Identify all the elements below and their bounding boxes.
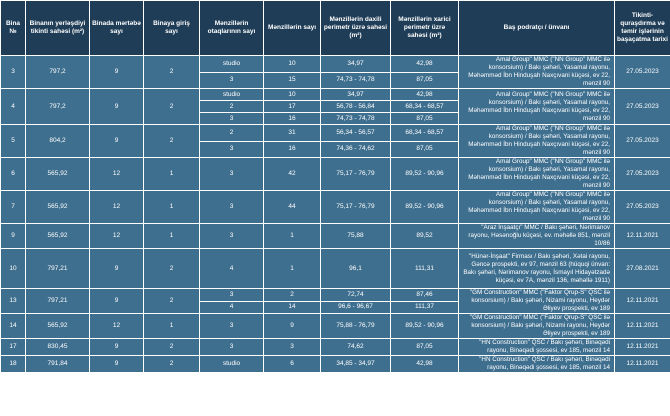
header-cell: Binanın yerləşdiyi tikinti sahəsi (m²) — [26, 1, 90, 56]
entrance-count: 1 — [144, 224, 200, 249]
completion-date: 27.05.2023 — [615, 56, 670, 89]
completion-date: 12.11.2021 — [615, 339, 670, 356]
outer-area: 42,98 — [391, 56, 459, 73]
apartment-count: 16 — [264, 113, 321, 125]
entrance-count: 2 — [144, 289, 200, 314]
header-cell: Binaya giriş sayı — [144, 1, 200, 56]
floor-count: 12 — [90, 314, 144, 339]
header-cell: Tikinti-quraşdırma və təmir işlərinin başaçatma tarixi — [615, 1, 670, 56]
completion-date: 27.05.2023 — [615, 125, 670, 158]
outer-area: 111,31 — [391, 249, 459, 289]
table-row — [1, 158, 670, 191]
table-row — [1, 339, 670, 356]
inner-area: 75,17 - 76,79 — [321, 158, 391, 191]
outer-area: 87,05 — [391, 339, 459, 356]
inner-area: 56,34 - 56,57 — [321, 125, 391, 142]
floor-count: 9 — [90, 249, 144, 289]
inner-area: 34,85 - 34,97 — [321, 356, 391, 373]
floor-count: 9 — [90, 125, 144, 158]
table-row — [1, 224, 670, 249]
contractor: Amal Group" MMC ("NN Group" MMC ilə konsorsium) / Bakı şəhəri, Yasamal rayonu, Məhəmməd İbn Hinduşah Naxçıvani küçəsi, ev 22, mənzil 90 — [459, 89, 615, 125]
outer-area: 87,05 — [391, 141, 459, 158]
contractor: Amal Group" MMC ("NN Group" MMC ilə konsorsium) / Bakı şəhəri, Yasamal rayonu, Məhəmməd İbn Hinduşah Naxçıvani küçəsi, ev 22, mənzil 90 — [459, 191, 615, 224]
room-count: 3 — [200, 224, 264, 249]
floor-count: 12 — [90, 191, 144, 224]
room-count: 3 — [200, 158, 264, 191]
building-number: 10 — [1, 249, 26, 289]
site-area: 565,92 — [26, 224, 90, 249]
inner-area: 96,1 — [321, 249, 391, 289]
table-row — [1, 249, 670, 289]
table-row — [1, 191, 670, 224]
building-number: 7 — [1, 191, 26, 224]
floor-count: 9 — [90, 89, 144, 125]
site-area: 565,92 — [26, 191, 90, 224]
entrance-count: 1 — [144, 191, 200, 224]
apartment-count: 10 — [264, 56, 321, 73]
inner-area: 34,97 — [321, 89, 391, 101]
apartment-count: 10 — [264, 89, 321, 101]
building-number: 18 — [1, 356, 26, 373]
outer-area: 68,34 - 68,57 — [391, 101, 459, 113]
site-area: 565,92 — [26, 158, 90, 191]
outer-area: 87,05 — [391, 113, 459, 125]
room-count: 3 — [200, 289, 264, 302]
entrance-count: 1 — [144, 158, 200, 191]
entrance-count: 2 — [144, 125, 200, 158]
header-cell: Binada mərtəbə sayı — [90, 1, 144, 56]
building-number: 17 — [1, 339, 26, 356]
floor-count: 12 — [90, 158, 144, 191]
building-number: 5 — [1, 125, 26, 158]
table-row — [1, 89, 670, 101]
apartment-count: 16 — [264, 141, 321, 158]
room-count: 2 — [200, 101, 264, 113]
table-row — [1, 125, 670, 142]
outer-area: 42,98 — [391, 89, 459, 101]
inner-area: 74,73 - 74,78 — [321, 72, 391, 89]
inner-area: 96,6 - 96,67 — [321, 301, 391, 314]
floor-count: 9 — [90, 356, 144, 373]
room-count: 2 — [200, 125, 264, 142]
building-number: 13 — [1, 289, 26, 314]
table-row — [1, 56, 670, 73]
contractor: "Araz İnşaatçı" MMC / Bakı şəhəri, Nərimanov rayonu, Həsənoğlu küçəsi, ev. məhəllə 851, mənzil 10/86 — [459, 224, 615, 249]
completion-date: 27.08.2021 — [615, 249, 670, 289]
room-count: 3 — [200, 72, 264, 89]
table-row — [1, 289, 670, 302]
outer-area: 68,34 - 68,57 — [391, 125, 459, 142]
contractor: "GM Construction" MMC ("Faktor Qrup-S" QSC ilə konsorsium) / Bakı şəhəri, Nizami rayonu, Heydər Əliyev prospekti, ev 189 — [459, 289, 615, 314]
room-count: 3 — [200, 141, 264, 158]
site-area: 797,21 — [26, 249, 90, 289]
inner-area: 74,36 - 74,62 — [321, 141, 391, 158]
room-count: studio — [200, 356, 264, 373]
room-count: studio — [200, 89, 264, 101]
inner-area: 75,17 - 76,79 — [321, 191, 391, 224]
building-number: 14 — [1, 314, 26, 339]
entrance-count: 2 — [144, 339, 200, 356]
header-row — [1, 1, 670, 56]
apartment-count: 31 — [264, 125, 321, 142]
apartment-count: 6 — [264, 356, 321, 373]
contractor: Amal Group" MMC ("NN Group" MMC ilə konsorsium) / Bakı şəhəri, Yasamal rayonu, Məhəmməd İbn Hinduşah Naxçıvani küçəsi, ev 22, mənzil 90 — [459, 125, 615, 158]
apartment-count: 14 — [264, 301, 321, 314]
site-area: 797,2 — [26, 56, 90, 89]
site-area: 830,45 — [26, 339, 90, 356]
room-count: studio — [200, 56, 264, 73]
apartment-count: 17 — [264, 101, 321, 113]
apartment-count: 1 — [264, 224, 321, 249]
room-count: 3 — [200, 314, 264, 339]
contractor: "HN Construction" QSC / Bakı şəhəri, Binəqədi rayonu, Binəqədi şossesi, ev 185, mənzil 14 — [459, 339, 615, 356]
entrance-count: 2 — [144, 89, 200, 125]
contractor: "Hünər-İnşaat" Firması / Bakı şəhəri, Xətai rayonu, Gəncə prospekti, ev 97, mənzil 63 (hüquqi ünvan: Bakı şəhəri, Nərimanov rayonu, İsmayıl Hidayətzadə küçəsi, ev 7A, mənzil 136, məhəllə 1911) — [459, 249, 615, 289]
site-area: 797,21 — [26, 289, 90, 314]
contractor: "GM Construction" MMC ("Faktor Qrup-S" QSC ilə konsorsium) / Bakı şəhəri, Nizami rayonu, Heydər Əliyev prospekti, ev 189 — [459, 314, 615, 339]
completion-date: 27.05.2023 — [615, 158, 670, 191]
header-cell: Mənzillərin sayı — [264, 1, 321, 56]
outer-area: 89,52 - 90,96 — [391, 191, 459, 224]
contractor: Amal Group" MMC ("NN Group" MMC ilə konsorsium) / Bakı şəhəri, Yasamal rayonu, Məhəmməd İbn Hinduşah Naxçıvani küçəsi, ev 22, mənzil 90 — [459, 56, 615, 89]
room-count: 3 — [200, 191, 264, 224]
apartment-count: 3 — [264, 339, 321, 356]
table-row — [1, 314, 670, 339]
outer-area: 89,52 - 90,96 — [391, 158, 459, 191]
entrance-count: 2 — [144, 56, 200, 89]
header-cell: Mənzillərin daxili perimetr üzrə sahəsi (m²) — [321, 1, 391, 56]
header-cell: Baş podratçı / ünvanı — [459, 1, 615, 56]
apartment-count: 15 — [264, 72, 321, 89]
entrance-count: 1 — [144, 314, 200, 339]
header-cell: Mənzillərin otaqlarının sayı — [200, 1, 264, 56]
apartment-count: 44 — [264, 191, 321, 224]
building-number: 3 — [1, 56, 26, 89]
site-area: 797,2 — [26, 89, 90, 125]
inner-area: 74,62 — [321, 339, 391, 356]
floor-count: 9 — [90, 289, 144, 314]
room-count: 4 — [200, 249, 264, 289]
building-number: 9 — [1, 224, 26, 249]
inner-area: 34,97 — [321, 56, 391, 73]
outer-area: 87,46 — [391, 289, 459, 302]
completion-date: 27.05.2023 — [615, 191, 670, 224]
inner-area: 75,88 — [321, 224, 391, 249]
floor-count: 9 — [90, 56, 144, 89]
room-count: 3 — [200, 113, 264, 125]
contractor: "HN Construction" QSC / Bakı şəhəri, Binəqədi rayonu, Binəqədi şossesi, ev 185, mənzil 14 — [459, 356, 615, 373]
contractor: Amal Group" MMC ("NN Group" MMC ilə konsorsium) / Bakı şəhəri, Yasamal rayonu, Məhəmməd İbn Hinduşah Naxçıvani küçəsi, ev 22, mənzil 90 — [459, 158, 615, 191]
building-number: 4 — [1, 89, 26, 125]
completion-date: 12.11.2021 — [615, 289, 670, 314]
building-number: 6 — [1, 158, 26, 191]
header-cell: Bina № — [1, 1, 26, 56]
room-count: 4 — [200, 301, 264, 314]
entrance-count: 2 — [144, 356, 200, 373]
outer-area: 89,52 — [391, 224, 459, 249]
apartment-count: 42 — [264, 158, 321, 191]
apartment-count: 9 — [264, 314, 321, 339]
inner-area: 56,78 - 56,84 — [321, 101, 391, 113]
site-area: 565,92 — [26, 314, 90, 339]
apartment-count: 1 — [264, 249, 321, 289]
site-area: 791,84 — [26, 356, 90, 373]
inner-area: 72,74 — [321, 289, 391, 302]
outer-area: 89,52 - 90,96 — [391, 314, 459, 339]
inner-area: 75,88 - 76,79 — [321, 314, 391, 339]
room-count: 3 — [200, 339, 264, 356]
inner-area: 74,73 - 74,78 — [321, 113, 391, 125]
completion-date: 12.11.2021 — [615, 356, 670, 373]
outer-area: 42,98 — [391, 356, 459, 373]
apartment-count: 2 — [264, 289, 321, 302]
entrance-count: 2 — [144, 249, 200, 289]
outer-area: 87,05 — [391, 72, 459, 89]
site-area: 804,2 — [26, 125, 90, 158]
completion-date: 27.05.2023 — [615, 89, 670, 125]
completion-date: 12.11.2021 — [615, 314, 670, 339]
outer-area: 111,37 — [391, 301, 459, 314]
floor-count: 12 — [90, 224, 144, 249]
table-row — [1, 356, 670, 373]
header-cell: Mənzillərin xarici perimetr üzrə sahəsi (m²) — [391, 1, 459, 56]
completion-date: 12.11.2021 — [615, 224, 670, 249]
floor-count: 9 — [90, 339, 144, 356]
